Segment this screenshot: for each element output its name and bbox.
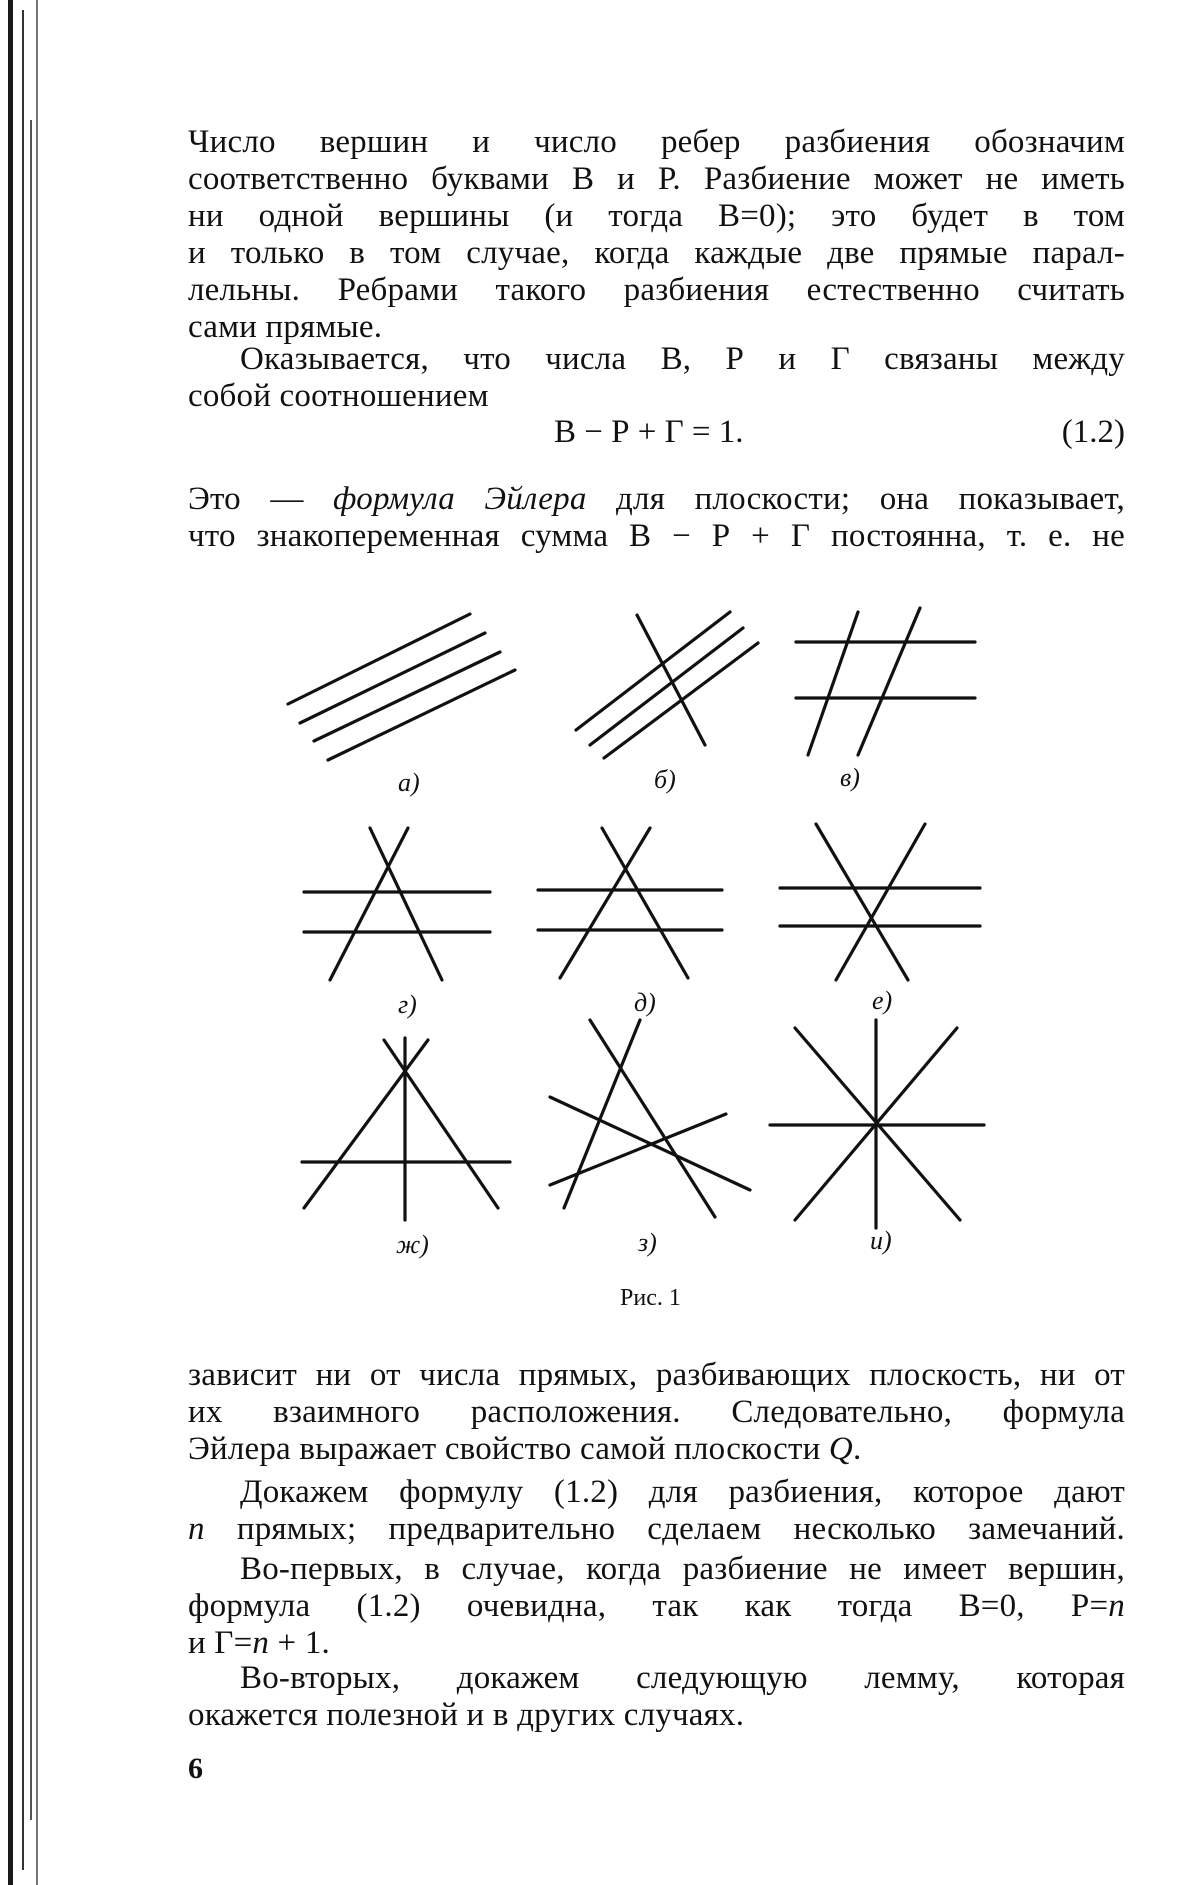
label-i: и) <box>870 1226 892 1255</box>
text-span: + 1. <box>269 1625 330 1661</box>
text-line: соответственно буквами В и Р. Разбиение может не иметь <box>188 161 1125 197</box>
text-span: Это — <box>188 481 334 517</box>
text-span: Эйлера выражает свойство самой плоскости <box>188 1431 829 1467</box>
text-line <box>188 1431 1125 1468</box>
label-b: б) <box>654 765 676 794</box>
diagram-b <box>576 612 758 758</box>
text-span: . <box>852 1431 862 1467</box>
text-line <box>188 1625 1125 1662</box>
formula-expression: В − Р + Г = 1. <box>554 414 744 450</box>
label-g: г) <box>398 990 417 1019</box>
text-line: их взаимного расположения. Следовательно, формула <box>188 1394 1125 1430</box>
text-line <box>188 1511 1125 1548</box>
label-v: в) <box>840 763 860 792</box>
math-symbol: n <box>252 1625 270 1661</box>
math-symbol: n <box>188 1511 205 1547</box>
math-symbol: n <box>1108 1588 1125 1624</box>
diagram-z <box>550 1020 750 1217</box>
figure-line-arrangements <box>280 600 1000 1300</box>
label-a: а) <box>398 768 420 797</box>
emphasis-euler-formula: формула Эйлера <box>333 481 587 517</box>
paragraph-relation <box>188 341 1125 415</box>
math-symbol: Q <box>828 1431 853 1467</box>
label-z: з) <box>638 1228 657 1257</box>
page-number: 6 <box>188 1752 203 1785</box>
text-line <box>188 1588 1125 1625</box>
text-span: для плоскости; она показывает, <box>586 481 1125 517</box>
text-span: и Г= <box>188 1625 253 1661</box>
text-line: лельны. Ребрами такого разбиения естественно считать <box>188 272 1125 308</box>
text-span: формула (1.2) очевидна, так как тогда В=0, Р= <box>188 1588 1109 1624</box>
text-line: окажется полезной и в других случаях. <box>188 1697 745 1733</box>
text-line: что знакопеременная сумма В − Р + Г постоянна, т. е. не <box>188 518 1125 554</box>
text-line: Докажем формулу (1.2) для разбиения, которое дают <box>240 1474 1125 1510</box>
text-line: Во-вторых, докажем следующую лемму, которая <box>240 1660 1125 1696</box>
diagram-zh <box>302 1038 510 1220</box>
paragraph-vertices-edges <box>188 124 1125 346</box>
text-line: сами прямые. <box>188 309 383 345</box>
text-line: и только в том случае, когда каждые две прямые парал- <box>188 235 1125 271</box>
diagram-g <box>304 828 490 980</box>
text-line: ни одной вершины (и тогда В=0); это будет в том <box>188 198 1125 234</box>
paragraph-first-remark <box>188 1551 1125 1662</box>
diagram-i <box>770 1020 984 1228</box>
text-line <box>188 481 1125 518</box>
figure-title: Рис. 1 <box>620 1285 681 1311</box>
text-line: Во-первых, в случае, когда разбиение не имеет вершин, <box>240 1551 1125 1587</box>
diagram-v <box>796 608 975 755</box>
text-line: зависит ни от числа прямых, разбивающих плоскость, ни от <box>188 1357 1125 1393</box>
paragraph-euler-formula <box>188 481 1125 555</box>
label-e: е) <box>872 986 893 1015</box>
label-d: д) <box>634 988 656 1017</box>
paragraph-independence <box>188 1357 1125 1468</box>
formula-number: (1.2) <box>1061 414 1125 450</box>
diagram-d <box>538 828 722 978</box>
euler-formula <box>188 414 1125 454</box>
label-zh: ж) <box>396 1230 429 1259</box>
paragraph-second-remark <box>188 1660 1125 1734</box>
figure-drawing <box>280 600 1000 1300</box>
diagram-a <box>288 614 515 760</box>
diagram-e <box>780 824 980 980</box>
book-binding-edge <box>0 0 44 1885</box>
text-line: собой соотношением <box>188 378 489 414</box>
text-line: Число вершин и число ребер разбиения обозначим <box>188 124 1125 160</box>
paragraph-proof-intro <box>188 1474 1125 1548</box>
text-span: прямых; предварительно сделаем несколько замечаний. <box>204 1511 1125 1547</box>
text-line: Оказывается, что числа В, Р и Г связаны между <box>240 341 1125 377</box>
